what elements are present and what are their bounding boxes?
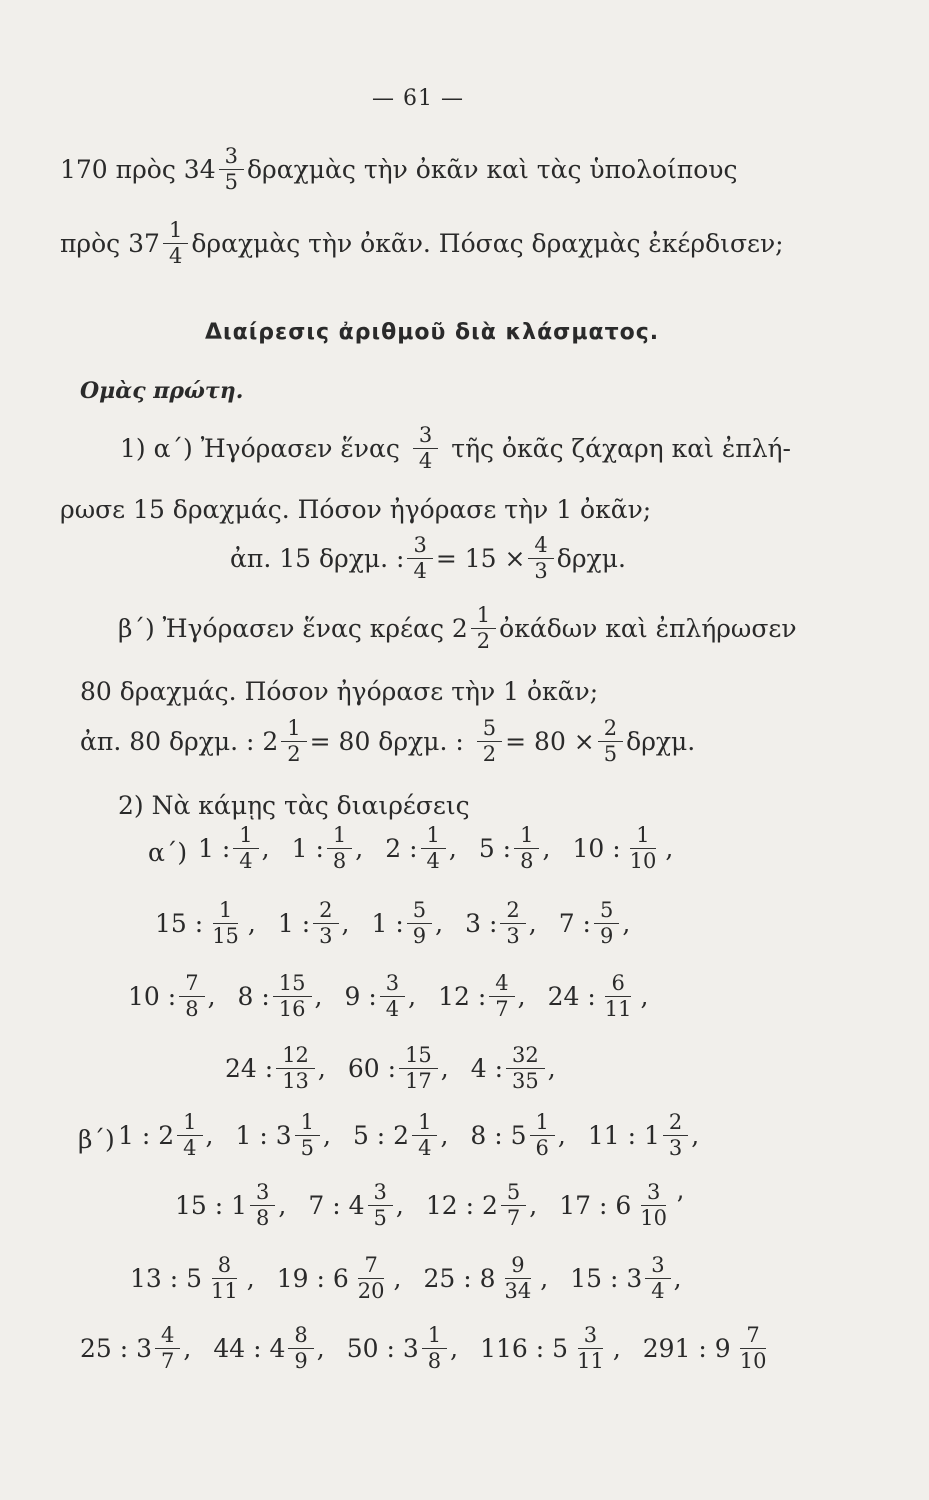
denominator: 34 (504, 1279, 532, 1303)
ex1a-answer (230, 535, 626, 582)
denominator: 20 (357, 1279, 385, 1303)
fraction (599, 973, 638, 1020)
answer-text: δρχμ. (556, 544, 626, 573)
denominator: 13 (282, 1069, 309, 1093)
fraction (571, 1325, 610, 1372)
division-operand: 1 : 3 (235, 1121, 292, 1150)
numerator: 1 (412, 1112, 437, 1136)
fraction (634, 1182, 673, 1229)
intro-text: 170 πρὸς 34 (60, 155, 216, 184)
division-item (175, 1182, 286, 1229)
separator: , (355, 834, 364, 863)
division-operand: 5 : (478, 834, 512, 863)
division-row (155, 900, 630, 947)
separator: , (278, 1191, 287, 1220)
division-item (471, 1045, 556, 1092)
division-operand: 116 : 5 (480, 1334, 569, 1363)
denominator: 4 (426, 849, 440, 873)
ex-text: 1) α΄) Ἠγόρασεν ἕνας (120, 434, 400, 463)
division-item (353, 1112, 448, 1159)
denominator: 4 (651, 1279, 665, 1303)
fraction (163, 220, 188, 267)
division-item (347, 1325, 458, 1372)
denominator: 8 (520, 849, 534, 873)
division-operand: 8 : 5 (470, 1121, 527, 1150)
division-row (130, 1255, 682, 1302)
division-item (385, 825, 457, 872)
division-item (348, 1045, 449, 1092)
denominator: 7 (506, 1206, 521, 1230)
denominator: 2 (482, 742, 497, 766)
numerator: 1 (233, 825, 258, 849)
division-row (80, 1325, 775, 1372)
denominator: 3 (319, 924, 333, 948)
numerator: 15 (399, 1045, 438, 1069)
denominator: 2 (476, 629, 491, 653)
division-operand: 50 : 3 (346, 1334, 419, 1363)
division-operand: 12 : 2 (425, 1191, 498, 1220)
division-item (118, 1112, 213, 1159)
separator: , (261, 834, 270, 863)
numerator: 2 (500, 900, 525, 924)
denominator: 2 (287, 742, 301, 766)
numerator: 1 (295, 1112, 320, 1136)
numerator: 5 (407, 900, 432, 924)
numerator: 3 (380, 973, 405, 997)
fraction (155, 1325, 180, 1372)
division-row (118, 1112, 699, 1159)
numerator: 1 (630, 825, 655, 849)
separator: , (322, 1121, 331, 1150)
ex1a-line-2: ρωσε 15 δραχμάς. Πόσον ἠγόρασε τὴν 1 ὀκᾶν; (60, 495, 652, 524)
division-item (426, 1182, 537, 1229)
numerator: 8 (212, 1255, 237, 1279)
denominator: 5 (603, 742, 618, 766)
separator: , (448, 834, 457, 863)
division-item (588, 1112, 699, 1159)
denominator: 10 (629, 849, 657, 873)
division-item (213, 1325, 324, 1372)
fraction (489, 973, 514, 1020)
denominator: 9 (412, 924, 427, 948)
denominator: 5 (224, 170, 238, 194)
intro-text: δραχμὰς τὴν ὀκᾶν. Πόσας δραχμὰς ἐκέρδισεν; (191, 229, 784, 258)
denominator: 8 (427, 1349, 442, 1373)
numerator: 1 (471, 605, 496, 629)
fraction (514, 825, 539, 872)
separator: , (183, 1334, 192, 1363)
denominator: 8 (332, 849, 347, 873)
numerator: 6 (605, 973, 630, 997)
numerator: 1 (422, 1325, 447, 1349)
numerator: 3 (219, 146, 244, 170)
denominator: 11 (577, 1349, 604, 1373)
separator: , (314, 982, 323, 1011)
denominator: 10 (739, 1349, 767, 1373)
division-operand: 25 : 3 (80, 1334, 153, 1363)
division-item (235, 1112, 330, 1159)
numerator: 3 (645, 1255, 670, 1279)
division-item (480, 1325, 621, 1372)
separator: , (542, 834, 551, 863)
separator: , (207, 982, 216, 1011)
division-operand: 1 : (291, 834, 324, 863)
separator: , (673, 1264, 682, 1293)
division-operand: 1 : (371, 909, 404, 938)
fraction (594, 900, 619, 947)
fraction (501, 1182, 526, 1229)
division-operand: 12 : (438, 982, 487, 1011)
denominator: 3 (506, 924, 520, 948)
intro-text: δραχμὰς τὴν ὀκᾶν καὶ τὰς ὑπολοίπους (246, 155, 738, 184)
division-item (438, 973, 526, 1020)
answer-text: ἀπ. 80 δρχμ. : 2 (80, 727, 279, 756)
fraction (273, 973, 312, 1020)
division-operand: 4 : (470, 1054, 504, 1083)
division-item (130, 1255, 255, 1302)
division-item (225, 1045, 326, 1092)
numerator: 1 (163, 220, 188, 244)
denominator: 17 (405, 1069, 432, 1093)
division-item (80, 1325, 191, 1372)
denominator: 16 (278, 997, 306, 1021)
separator: , (612, 1334, 621, 1363)
page-number: — 61 — (372, 86, 464, 111)
numerator: 2 (598, 718, 623, 742)
answer-text: ἀπ. 15 δρχμ. : (230, 544, 405, 573)
numerator: 3 (250, 1182, 275, 1206)
numerator: 1 (421, 825, 446, 849)
fraction (219, 146, 244, 193)
separator: , (440, 1054, 449, 1083)
fraction (412, 1112, 437, 1159)
denominator: 7 (161, 1349, 175, 1373)
numerator: 7 (179, 973, 204, 997)
numerator: 4 (489, 973, 514, 997)
answer-text: δρχμ. (626, 727, 696, 756)
division-row (198, 825, 673, 872)
division-operand: 7 : 4 (308, 1191, 365, 1220)
fraction (734, 1325, 773, 1372)
fraction (233, 825, 258, 872)
division-item (423, 1255, 548, 1302)
fraction (276, 1045, 315, 1092)
separator: , (547, 1054, 556, 1083)
separator: , (450, 1334, 459, 1363)
fraction (205, 1255, 244, 1302)
division-operand: 1 : (277, 909, 311, 938)
division-item (548, 973, 649, 1020)
division-row (128, 973, 648, 1020)
denominator: 15 (212, 924, 239, 948)
ex1b-answer (80, 718, 695, 765)
division-operand: 291 : 9 (642, 1334, 731, 1363)
division-item (559, 1182, 684, 1229)
division-item (278, 900, 350, 947)
numerator: 2 (663, 1112, 688, 1136)
denominator: 9 (599, 924, 614, 948)
denominator: 4 (239, 849, 253, 873)
division-operand: 2 : (385, 834, 418, 863)
separator: , (246, 1264, 255, 1293)
division-operand: 60 : (347, 1054, 397, 1083)
fraction (422, 1325, 447, 1372)
division-item (570, 1255, 681, 1302)
fraction (500, 900, 525, 947)
division-operand: 24 : (547, 982, 596, 1011)
separator: , (205, 1121, 214, 1150)
division-operand: 1 : (198, 834, 231, 863)
fraction (645, 1255, 670, 1302)
numerator: 5 (501, 1182, 526, 1206)
numerator: 3 (407, 535, 432, 559)
denominator: 10 (640, 1206, 667, 1230)
division-item (344, 973, 416, 1020)
numerator: 1 (213, 900, 238, 924)
ex-text: τῆς ὀκᾶς ζάχαρη καὶ ἐπλή- (451, 434, 791, 463)
numerator: 32 (506, 1045, 545, 1069)
denominator: 11 (211, 1279, 238, 1303)
division-operand: 10 : (128, 982, 177, 1011)
division-item (277, 1255, 402, 1302)
fraction (295, 1112, 320, 1159)
division-operand: 8 : (237, 982, 270, 1011)
numerator: 4 (528, 535, 553, 559)
separator: , (317, 1054, 326, 1083)
numerator: 7 (358, 1255, 383, 1279)
alpha-label: α΄) (148, 838, 188, 867)
fraction (421, 825, 446, 872)
denominator: 8 (256, 1206, 270, 1230)
fraction (663, 1112, 688, 1159)
division-operand: 25 : 8 (423, 1264, 496, 1293)
denominator: 4 (418, 1136, 432, 1160)
denominator: 4 (183, 1136, 197, 1160)
division-operand: 3 : (465, 909, 498, 938)
separator: , (316, 1334, 325, 1363)
numerator: 2 (313, 900, 338, 924)
division-operand: 13 : 5 (130, 1264, 203, 1293)
denominator: 6 (535, 1136, 549, 1160)
intro-line-2 (60, 220, 784, 267)
denominator: 8 (185, 997, 199, 1021)
answer-text: = 15 × (435, 544, 526, 573)
fraction (368, 1182, 393, 1229)
fraction (407, 535, 432, 582)
ex1a-line-1 (120, 425, 791, 472)
denominator: 4 (385, 997, 400, 1021)
fraction (407, 900, 432, 947)
separator: , (435, 909, 444, 938)
fraction (206, 900, 245, 947)
separator: , (528, 909, 537, 938)
numerator: 1 (530, 1112, 555, 1136)
numerator: 3 (578, 1325, 603, 1349)
division-operand: 5 : 2 (352, 1121, 410, 1150)
separator: , (691, 1121, 700, 1150)
denominator: 7 (495, 997, 509, 1021)
separator: ’ (676, 1191, 684, 1220)
numerator: 3 (413, 425, 438, 449)
fraction (506, 1045, 545, 1092)
numerator: 4 (155, 1325, 180, 1349)
division-item (470, 1112, 565, 1159)
separator: , (557, 1121, 566, 1150)
division-item (198, 825, 270, 872)
denominator: 35 (512, 1069, 539, 1093)
fraction (471, 605, 496, 652)
division-operand: 44 : 4 (213, 1334, 286, 1363)
separator: , (341, 909, 350, 938)
fraction (624, 825, 663, 872)
numerator: 1 (281, 718, 306, 742)
numerator: 12 (276, 1045, 315, 1069)
division-operand: 15 : 1 (175, 1191, 248, 1220)
numerator: 3 (368, 1182, 393, 1206)
numerator: 1 (177, 1112, 202, 1136)
denominator: 4 (413, 559, 427, 583)
numerator: 5 (477, 718, 502, 742)
division-operand: 9 : (344, 982, 377, 1011)
fraction (288, 1325, 313, 1372)
ex-text: ὀκάδων καὶ ἐπλήρωσεν (499, 614, 797, 643)
division-operand: 10 : (572, 834, 621, 863)
fraction (281, 718, 306, 765)
ex1b-line-2: 80 δραχμάς. Πόσον ἠγόρασε τὴν 1 ὀκᾶν; (80, 677, 599, 706)
division-item (371, 900, 443, 947)
division-operand: 24 : (225, 1054, 274, 1083)
fraction (179, 973, 204, 1020)
division-row (175, 1182, 684, 1229)
division-operand: 15 : 3 (570, 1264, 643, 1293)
division-item (238, 973, 323, 1020)
denominator: 3 (668, 1136, 683, 1160)
separator: , (640, 982, 649, 1011)
numerator: 8 (288, 1325, 313, 1349)
separator: , (440, 1121, 449, 1150)
fraction (380, 973, 405, 1020)
division-row (225, 1045, 556, 1092)
division-operand: 11 : 1 (587, 1121, 660, 1150)
fraction (528, 535, 553, 582)
beta-label: β΄) (78, 1125, 115, 1154)
fraction (399, 1045, 438, 1092)
numerator: 1 (327, 825, 352, 849)
fraction (327, 825, 352, 872)
division-item (292, 825, 364, 872)
fraction (250, 1182, 275, 1229)
group-title: Ομὰς πρώτη. (80, 378, 244, 404)
fraction (413, 425, 438, 472)
numerator: 5 (594, 900, 619, 924)
separator: , (395, 1191, 404, 1220)
separator: , (517, 982, 526, 1011)
separator: , (622, 909, 631, 938)
separator: , (529, 1191, 538, 1220)
denominator: 9 (294, 1349, 308, 1373)
denominator: 5 (300, 1136, 314, 1160)
division-operand: 7 : (558, 909, 591, 938)
numerator: 3 (641, 1182, 666, 1206)
denominator: 4 (418, 449, 433, 473)
numerator: 1 (514, 825, 539, 849)
ex-text: β΄) Ἠγόρασεν ἕνας κρέας 2 (118, 614, 468, 643)
fraction (598, 718, 623, 765)
division-item (465, 900, 537, 947)
division-item (308, 1182, 403, 1229)
answer-text: = 80 × (505, 727, 595, 756)
fraction (477, 718, 502, 765)
division-operand: 17 : 6 (559, 1191, 632, 1220)
division-item (479, 825, 551, 872)
division-item (643, 1325, 776, 1372)
intro-line-1 (60, 146, 737, 193)
denominator: 11 (604, 997, 632, 1021)
fraction (352, 1255, 391, 1302)
ex1b-line-1 (118, 605, 797, 652)
division-operand: 15 : (155, 909, 204, 938)
denominator: 4 (168, 244, 183, 268)
denominator: 3 (534, 559, 548, 583)
division-item (559, 900, 631, 947)
division-item (572, 825, 673, 872)
division-operand: 1 : 2 (118, 1121, 175, 1150)
fraction (177, 1112, 202, 1159)
separator: , (540, 1264, 549, 1293)
section-heading: Διαίρεσις ἀριθμοῦ διὰ κλάσματος. (205, 320, 660, 345)
ex2-title: 2) Νὰ κάμῃς τὰς διαιρέσεις (118, 791, 470, 820)
numerator: 15 (273, 973, 312, 997)
denominator: 5 (373, 1206, 387, 1230)
division-operand: 19 : 6 (276, 1264, 349, 1293)
fraction (530, 1112, 555, 1159)
separator: , (247, 909, 256, 938)
fraction (313, 900, 338, 947)
intro-text: πρὸς 37 (60, 229, 160, 258)
division-item (128, 973, 216, 1020)
numerator: 9 (505, 1255, 530, 1279)
fraction (499, 1255, 538, 1302)
answer-text: = 80 δρχμ. : (309, 727, 464, 756)
numerator: 7 (740, 1325, 765, 1349)
separator: , (408, 982, 417, 1011)
separator: , (665, 834, 674, 863)
separator: , (393, 1264, 402, 1293)
division-item (155, 900, 256, 947)
